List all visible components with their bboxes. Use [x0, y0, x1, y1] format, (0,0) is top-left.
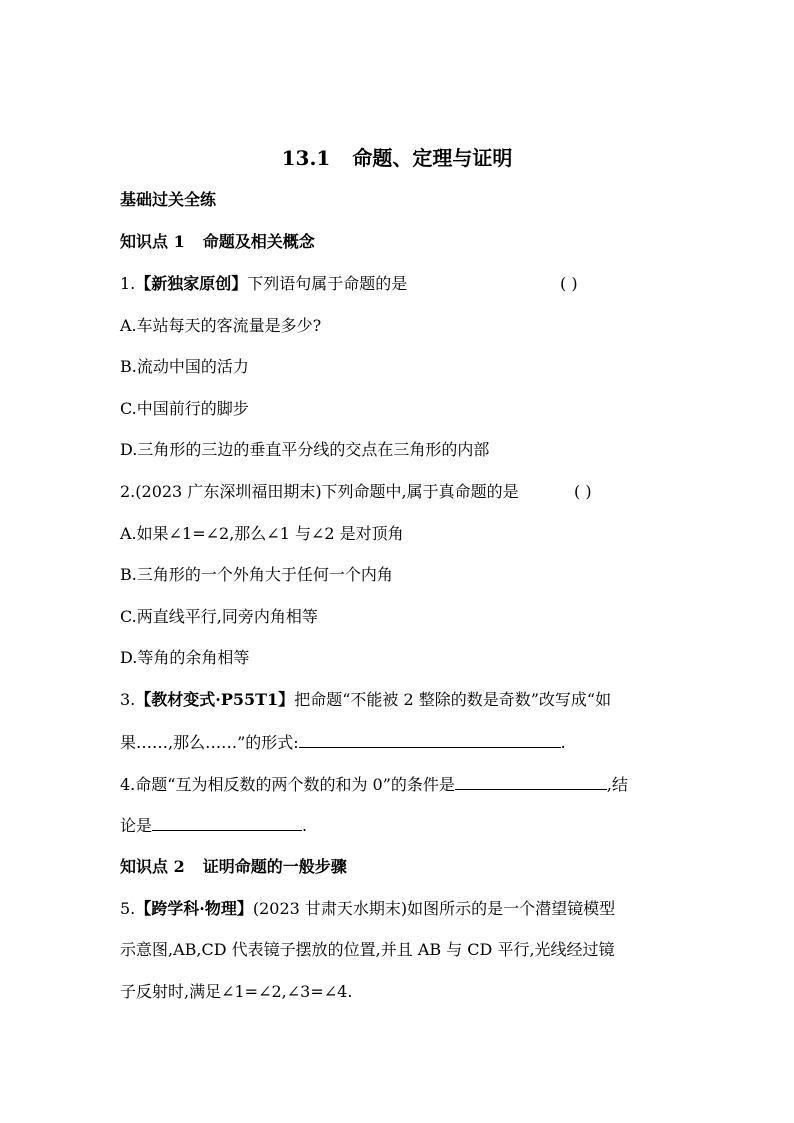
q2-option-d: D.等角的余角相等: [120, 648, 250, 667]
title-number: 13.1: [281, 146, 331, 170]
q5-tag: 【跨学科·物理】: [135, 899, 253, 918]
q4-condition-blank[interactable]: [455, 774, 607, 790]
q1-option-d: D.三角形的三边的垂直平分线的交点在三角形的内部: [120, 440, 490, 459]
question-3-line-1: [120, 690, 611, 710]
title-text: 命题、定理与证明: [352, 146, 513, 170]
q3-tag: 【教材变式·P55T1】: [135, 690, 295, 709]
q1-number: 1.: [120, 274, 136, 293]
knowledge-point-1: [120, 232, 315, 252]
question-5-line-2: 示意图,AB,CD 代表镜子摆放的位置,并且 AB 与 CD 平行,光线经过镜: [120, 940, 615, 959]
q1-tag: 【新独家原创】: [135, 274, 248, 293]
q4-end: .: [302, 816, 308, 835]
knowledge-point-2: [120, 857, 347, 877]
question-2-stem: 2.(2023 广东深圳福田期末)下列命题中,属于真命题的是: [120, 482, 519, 501]
q1-answer-paren: ( ): [560, 274, 578, 293]
q1-option-a: A.车站每天的客流量是多少?: [120, 316, 322, 335]
question-5-line-3: 子反射时,满足∠1=∠2,∠3=∠4.: [120, 982, 353, 1001]
q3-text: 把命题“不能被 2 整除的数是奇数”改写成“如: [294, 690, 612, 709]
question-1-stem: [120, 274, 407, 294]
q2-option-c: C.两直线平行,同旁内角相等: [120, 607, 318, 626]
q2-option-a: A.如果∠1=∠2,那么∠1 与∠2 是对顶角: [120, 524, 404, 543]
question-3-line-2: [120, 732, 566, 753]
q3-text-2: 果……,那么……”的形式:: [120, 733, 299, 752]
q3-end: .: [560, 733, 566, 752]
page-title: [0, 148, 794, 168]
q4-text-2: 论是: [120, 816, 153, 835]
q5-number: 5.: [120, 899, 136, 918]
question-5-line-1: [120, 899, 615, 919]
q5-text: (2023 甘肃天水期末)如图所示的是一个潜望镜模型: [252, 899, 616, 918]
q4-conclusion-blank[interactable]: [152, 815, 302, 831]
kp2-text: 证明命题的一般步骤: [202, 857, 347, 876]
q3-answer-blank[interactable]: [299, 732, 561, 748]
q2-option-b: B.三角形的一个外角大于任何一个内角: [120, 565, 393, 584]
kp2-label: 知识点 2: [120, 857, 185, 876]
section-heading: 基础过关全练: [120, 190, 217, 209]
question-4-line-2: [120, 815, 307, 836]
q4-text: 4.命题“互为相反数的两个数的和为 0”的条件是: [120, 775, 455, 794]
q1-option-c: C.中国前行的脚步: [120, 399, 249, 418]
q1-text: 下列语句属于命题的是: [247, 274, 408, 293]
kp1-label: 知识点 1: [120, 232, 185, 251]
question-4-line-1: [120, 774, 628, 795]
q2-answer-paren: ( ): [574, 482, 592, 501]
q1-option-b: B.流动中国的活力: [120, 357, 249, 376]
q4-mid: ,结: [606, 775, 628, 794]
q3-number: 3.: [120, 690, 136, 709]
kp1-text: 命题及相关概念: [202, 232, 315, 251]
